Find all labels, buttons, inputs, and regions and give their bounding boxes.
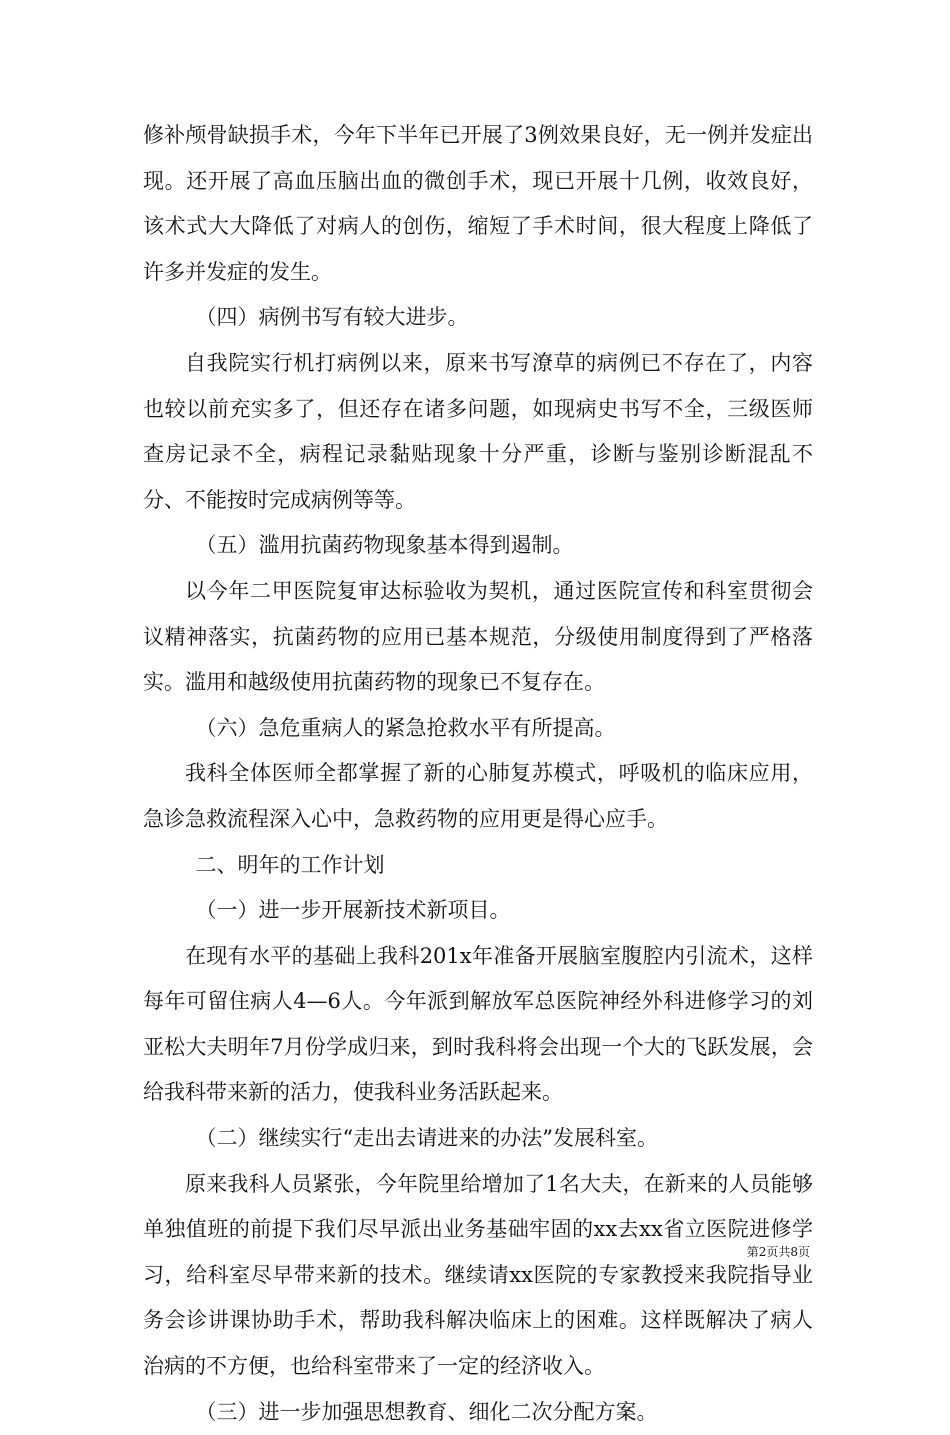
paragraph: 以今年二甲医院复审达标验收为契机，通过医院宣传和科室贯彻会议精神落实，抗菌药物的应用已基本规范，分级使用制度得到了严格落实。滥用和越级使用抗菌药物的现象已不复存在。 xyxy=(143,578,813,695)
paragraph: 原来我科人员紧张，今年院里给增加了1名大夫，在新来的人员能够单独值班的前提下我们尽早派出业务基础牢固的xx去xx省立医院进修学习，给科室尽早带来新的技术。继续请xx医院的专家教授来我院指导业务会诊讲课协助手术，帮助我科解决临床上的困难。这样既解决了病人治病的不方便，也给科室带来了一定的经济收入。 xyxy=(143,1171,813,1379)
document-body xyxy=(143,113,813,1435)
section-heading-4: （四）病例书写有较大进步。 xyxy=(195,305,469,330)
section-heading-6: （六）急危重病人的紧急抢救水平有所提高。 xyxy=(195,715,616,740)
page-number: 第2页共8页 xyxy=(746,1245,810,1259)
paragraph-continued: 修补颅骨缺损手术，今年下半年已开展了3例效果良好，无一例并发症出现。还开展了高血压脑出血的微创手术，现已开展十几例，收效良好，该术式大大降低了对病人的创伤，缩短了手术时间，很大程度上降低了许多并发症的发生。 xyxy=(143,123,813,284)
paragraph: 自我院实行机打病例以来，原来书写潦草的病例已不存在了，内容也较以前充实多了，但还存在诸多问题，如现病史书写不全，三级医师查房记录不全，病程记录黏贴现象十分严重，诊断与鉴别诊断混乱不分、不能按时完成病例等等。 xyxy=(143,350,813,512)
chapter-heading-2: 二、明年的工作计划 xyxy=(195,852,385,877)
section-heading-1: （一）进一步开展新技术新项目。 xyxy=(195,898,511,923)
paragraph: 我科全体医师全都掌握了新的心肺复苏模式，呼吸机的临床应用，急诊急救流程深入心中，急救药物的应用更是得心应手。 xyxy=(143,761,813,831)
section-heading-5: （五）滥用抗菌药物现象基本得到遏制。 xyxy=(195,533,574,558)
section-heading-2: （二）继续实行“走出去请进来的办法”发展科室。 xyxy=(195,1126,658,1151)
section-heading-3: （三）进一步加强思想教育、细化二次分配方案。 xyxy=(195,1399,658,1424)
paragraph: 在现有水平的基础上我科201x年准备开展脑室腹腔内引流术，这样每年可留住病人4—6人。今年派到解放军总医院神经外科进修学习的刘亚松大夫明年7月份学成归来，到时我科将会出现一个大的飞跃发展，会给我科带来新的活力，使我科业务活跃起来。 xyxy=(143,943,813,1105)
